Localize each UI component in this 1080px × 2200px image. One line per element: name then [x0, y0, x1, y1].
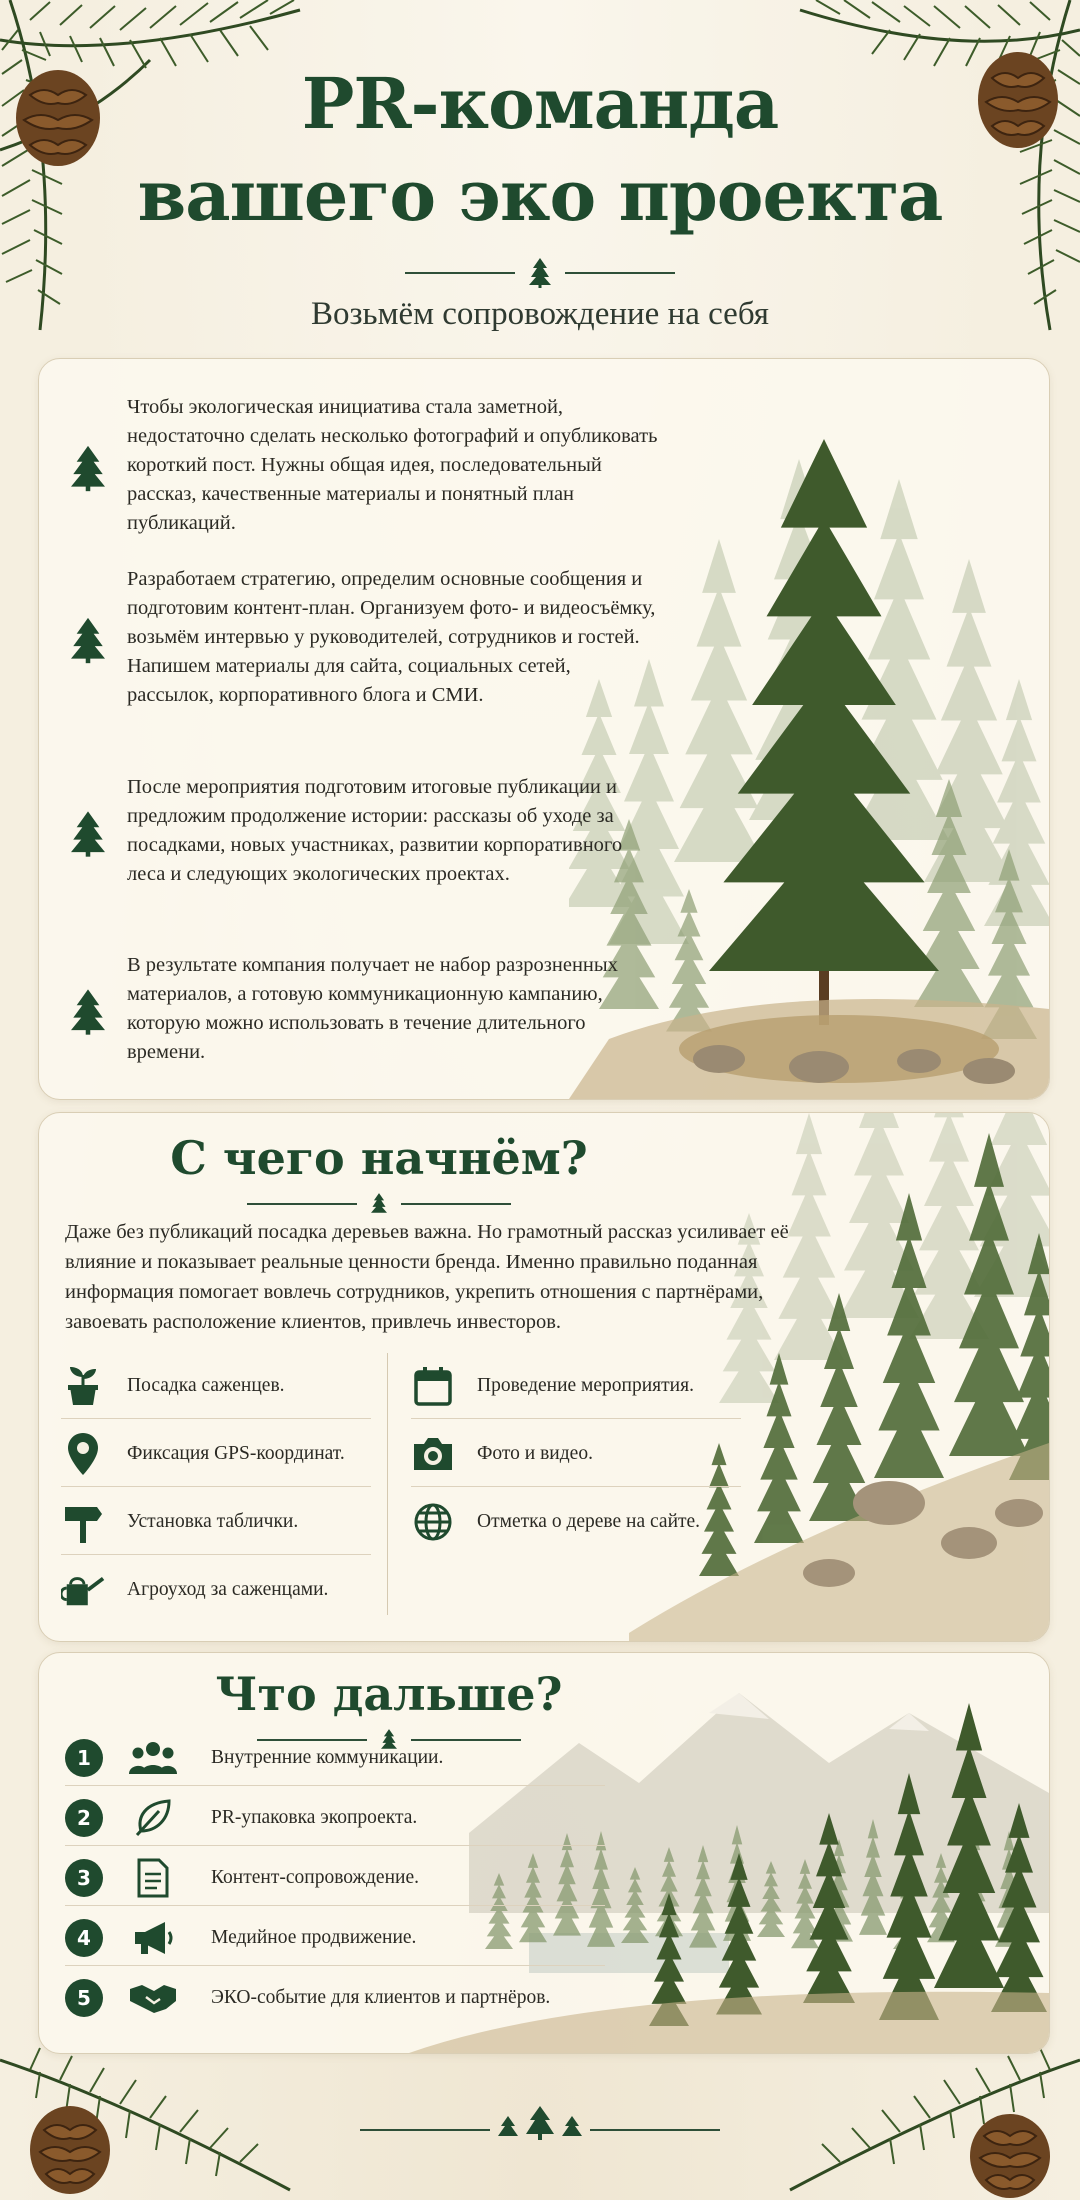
- start-card: [38, 1112, 1050, 1642]
- pinecone-icon: [30, 2106, 110, 2194]
- step-number: 5: [65, 1979, 103, 2017]
- calendar-icon: [413, 1366, 453, 1406]
- map-pin-icon: [68, 1433, 98, 1475]
- feature-photo: Фото и видео.: [411, 1427, 593, 1481]
- globe-icon: [413, 1502, 453, 1542]
- signpost-icon: [63, 1501, 103, 1543]
- section-heading-start: С чего начнём?: [170, 1131, 588, 1185]
- feature-website: Отметка о дереве на сайте.: [411, 1495, 700, 1549]
- people-icon: [129, 1740, 177, 1776]
- pinecone-icon: [970, 2114, 1050, 2198]
- step-number: 2: [65, 1799, 103, 1837]
- heading-divider: [39, 1193, 719, 1215]
- tree-shape: [666, 889, 712, 1032]
- next-card: [38, 1652, 1050, 2054]
- handshake-icon: [128, 1981, 178, 2015]
- page-title: PR-команда вашего эко проекта: [137, 62, 943, 237]
- title-divider: [0, 258, 1080, 288]
- column-divider: [387, 1353, 388, 1615]
- step-4: 4 Медийное продвижение.: [65, 1913, 416, 1963]
- page-subtitle: Возьмём сопровождение на себя: [311, 296, 769, 332]
- feature-event: Проведение мероприятия.: [411, 1359, 694, 1413]
- intro-paragraph-2: Разработаем стратегию, определим основные сообщения и подготовим контент-план. Организуем фото- и видеосъёмку, возьмём интервью у руководителей, сотрудников и гостей. Напишем материалы для сайта, социальных сетей, рассылок, корпоративного блога и СМИ.: [71, 565, 661, 710]
- step-number: 1: [65, 1739, 103, 1777]
- step-2: 2 PR-упаковка экопроекта.: [65, 1793, 417, 1843]
- step-number: 3: [65, 1859, 103, 1897]
- fir-tree-icon: [71, 779, 105, 889]
- tree-shape: [674, 539, 764, 862]
- leaf-icon: [135, 1799, 171, 1837]
- feature-care: Агроуход за саженцами.: [61, 1563, 328, 1617]
- start-lead-text: Даже без публикаций посадка деревьев важна. Но грамотный рассказ усиливает её влияние и показывает реальные ценности бренда. Именно правильно поданная информация помогает вовлечь сотрудников, укрепить отношения с партнёрами, завоевать расположение клиентов, привлечь инвесторов.: [65, 1221, 789, 1333]
- intro-card: [38, 358, 1050, 1100]
- step-5: 5 ЭКО-событие для клиентов и партнёров.: [65, 1973, 550, 2023]
- tree-shape: [699, 1443, 739, 1576]
- intro-paragraph-4: В результате компания получает не набор разрозненных материалов, а готовую коммуникационную кампанию, которую можно использовать в течение длительного времени.: [71, 951, 661, 1067]
- intro-paragraph-3: После мероприятия подготовим итоговые публикации и предложим продолжение истории: рассказы об уходе за посадками, новых участниках, развитии корпоративного леса и следующих экологических проектах.: [71, 773, 661, 889]
- watering-can-icon: [61, 1570, 105, 1610]
- camera-icon: [412, 1436, 454, 1472]
- feature-planting: Посадка саженцев.: [61, 1359, 285, 1413]
- bottom-divider: [360, 2104, 720, 2144]
- section-heading-next: Что дальше?: [215, 1667, 563, 1721]
- fir-tree-icon: [371, 1193, 387, 1215]
- fir-tree-icon: [529, 258, 551, 288]
- feature-gps: Фиксация GPS-координат.: [61, 1427, 345, 1481]
- step-3: 3 Контент-сопровождение.: [65, 1853, 419, 1903]
- fir-tree-icon: [71, 957, 105, 1067]
- intro-paragraph-1: Чтобы экологическая инициатива стала заметной, недостаточно сделать несколько фотографий и опубликовать короткий пост. Нужны общая идея, последовательный рассказ, качественные материалы и понятный план публикаций.: [71, 393, 661, 538]
- megaphone-icon: [131, 1920, 175, 1956]
- step-1: 1 Внутренние коммуникации.: [65, 1733, 443, 1783]
- seedling-pot-icon: [64, 1365, 102, 1407]
- fir-tree-icon: [71, 399, 105, 538]
- feature-sign: Установка таблички.: [61, 1495, 298, 1549]
- step-number: 4: [65, 1919, 103, 1957]
- document-icon: [137, 1858, 169, 1898]
- fir-trees-icon: [498, 2106, 582, 2140]
- fir-tree-icon: [71, 571, 105, 710]
